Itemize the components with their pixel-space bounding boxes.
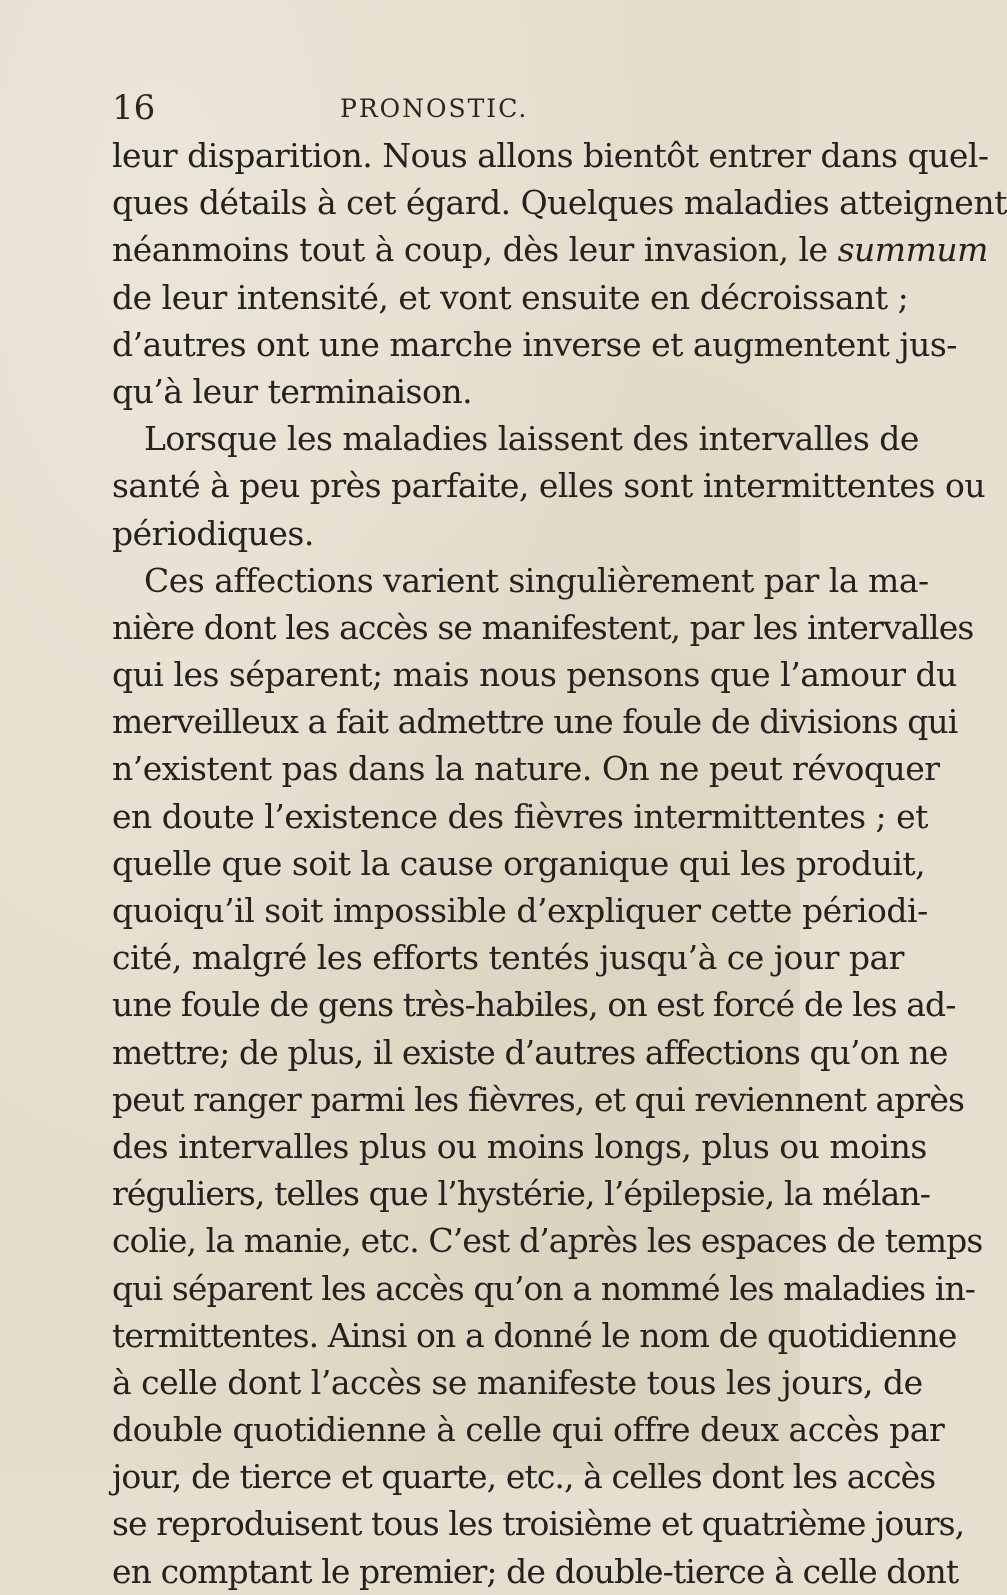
text-line-with-italic [112,226,988,273]
text-line: merveilleux a fait admettre une foule de divisions qui [112,702,958,742]
text-line-part: néanmoins tout à coup, dès leur invasion, le [112,230,828,270]
text-line: nière dont les accès se manifestent, par les intervalles [112,607,974,647]
text-line: n’existent pas dans la nature. On ne peut révoquer [112,749,940,789]
text-line: quelle que soit la cause organique qui les produit, [112,843,926,883]
italic-word: summum [837,230,988,270]
text-line: se reproduisent tous les troisième et quatrième jours, [112,1504,965,1544]
text-line: termittentes. Ainsi on a donné le nom de quotidienne [112,1315,957,1355]
text-line: d’autres ont une marche inverse et augmentent jus- [112,324,957,364]
text-line: jour, de tierce et quarte, etc., à celles dont les accès [112,1457,936,1497]
text-line: des intervalles plus ou moins longs, plus ou moins [112,1126,927,1166]
body-text [112,132,1007,1595]
text-line: mettre; de plus, il existe d’autres affections qu’on ne [112,1032,948,1072]
text-line: en doute l’existence des fièvres intermittentes ; et [112,796,928,836]
page-number: 16 [112,88,156,128]
text-line: santé à peu près parfaite, elles sont intermittentes ou [112,466,986,506]
text-line: périodiques. [112,513,314,553]
page-header [112,88,712,128]
running-head: PRONOSTIC. [340,94,529,123]
text-line: réguliers, telles que l’hystérie, l’épilepsie, la mélan- [112,1174,930,1214]
text-line: double quotidienne à celle qui offre deux accès par [112,1410,945,1450]
paragraph-start-line: Lorsque les maladies laissent des intervalles de [144,419,919,459]
paragraph-start-line: Ces affections varient singulièrement par la ma- [144,560,929,600]
text-line: en comptant le premier; de double-tierce à celle dont [112,1551,959,1591]
text-line: ques détails à cet égard. Quelques maladies atteignent [112,183,1007,223]
text-line: peut ranger parmi les fièvres, et qui reviennent après [112,1079,965,1119]
text-line: cité, malgré les efforts tentés jusqu’à ce jour par [112,938,904,978]
text-line: leur disparition. Nous allons bientôt entrer dans quel- [112,136,989,175]
text-line: de leur intensité, et vont ensuite en décroissant ; [112,277,909,317]
text-line: à celle dont l’accès se manifeste tous les jours, de [112,1362,923,1402]
text-line: qui séparent les accès qu’on a nommé les maladies in- [112,1268,976,1308]
text-line: une foule de gens très-habiles, on est forcé de les ad- [112,985,956,1025]
text-line: qu’à leur terminaison. [112,371,473,411]
text-line: colie, la manie, etc. C’est d’après les espaces de temps [112,1221,983,1261]
text-line: qui les séparent; mais nous pensons que l’amour du [112,655,957,695]
text-line: quoiqu’il soit impossible d’expliquer cette périodi- [112,891,928,930]
